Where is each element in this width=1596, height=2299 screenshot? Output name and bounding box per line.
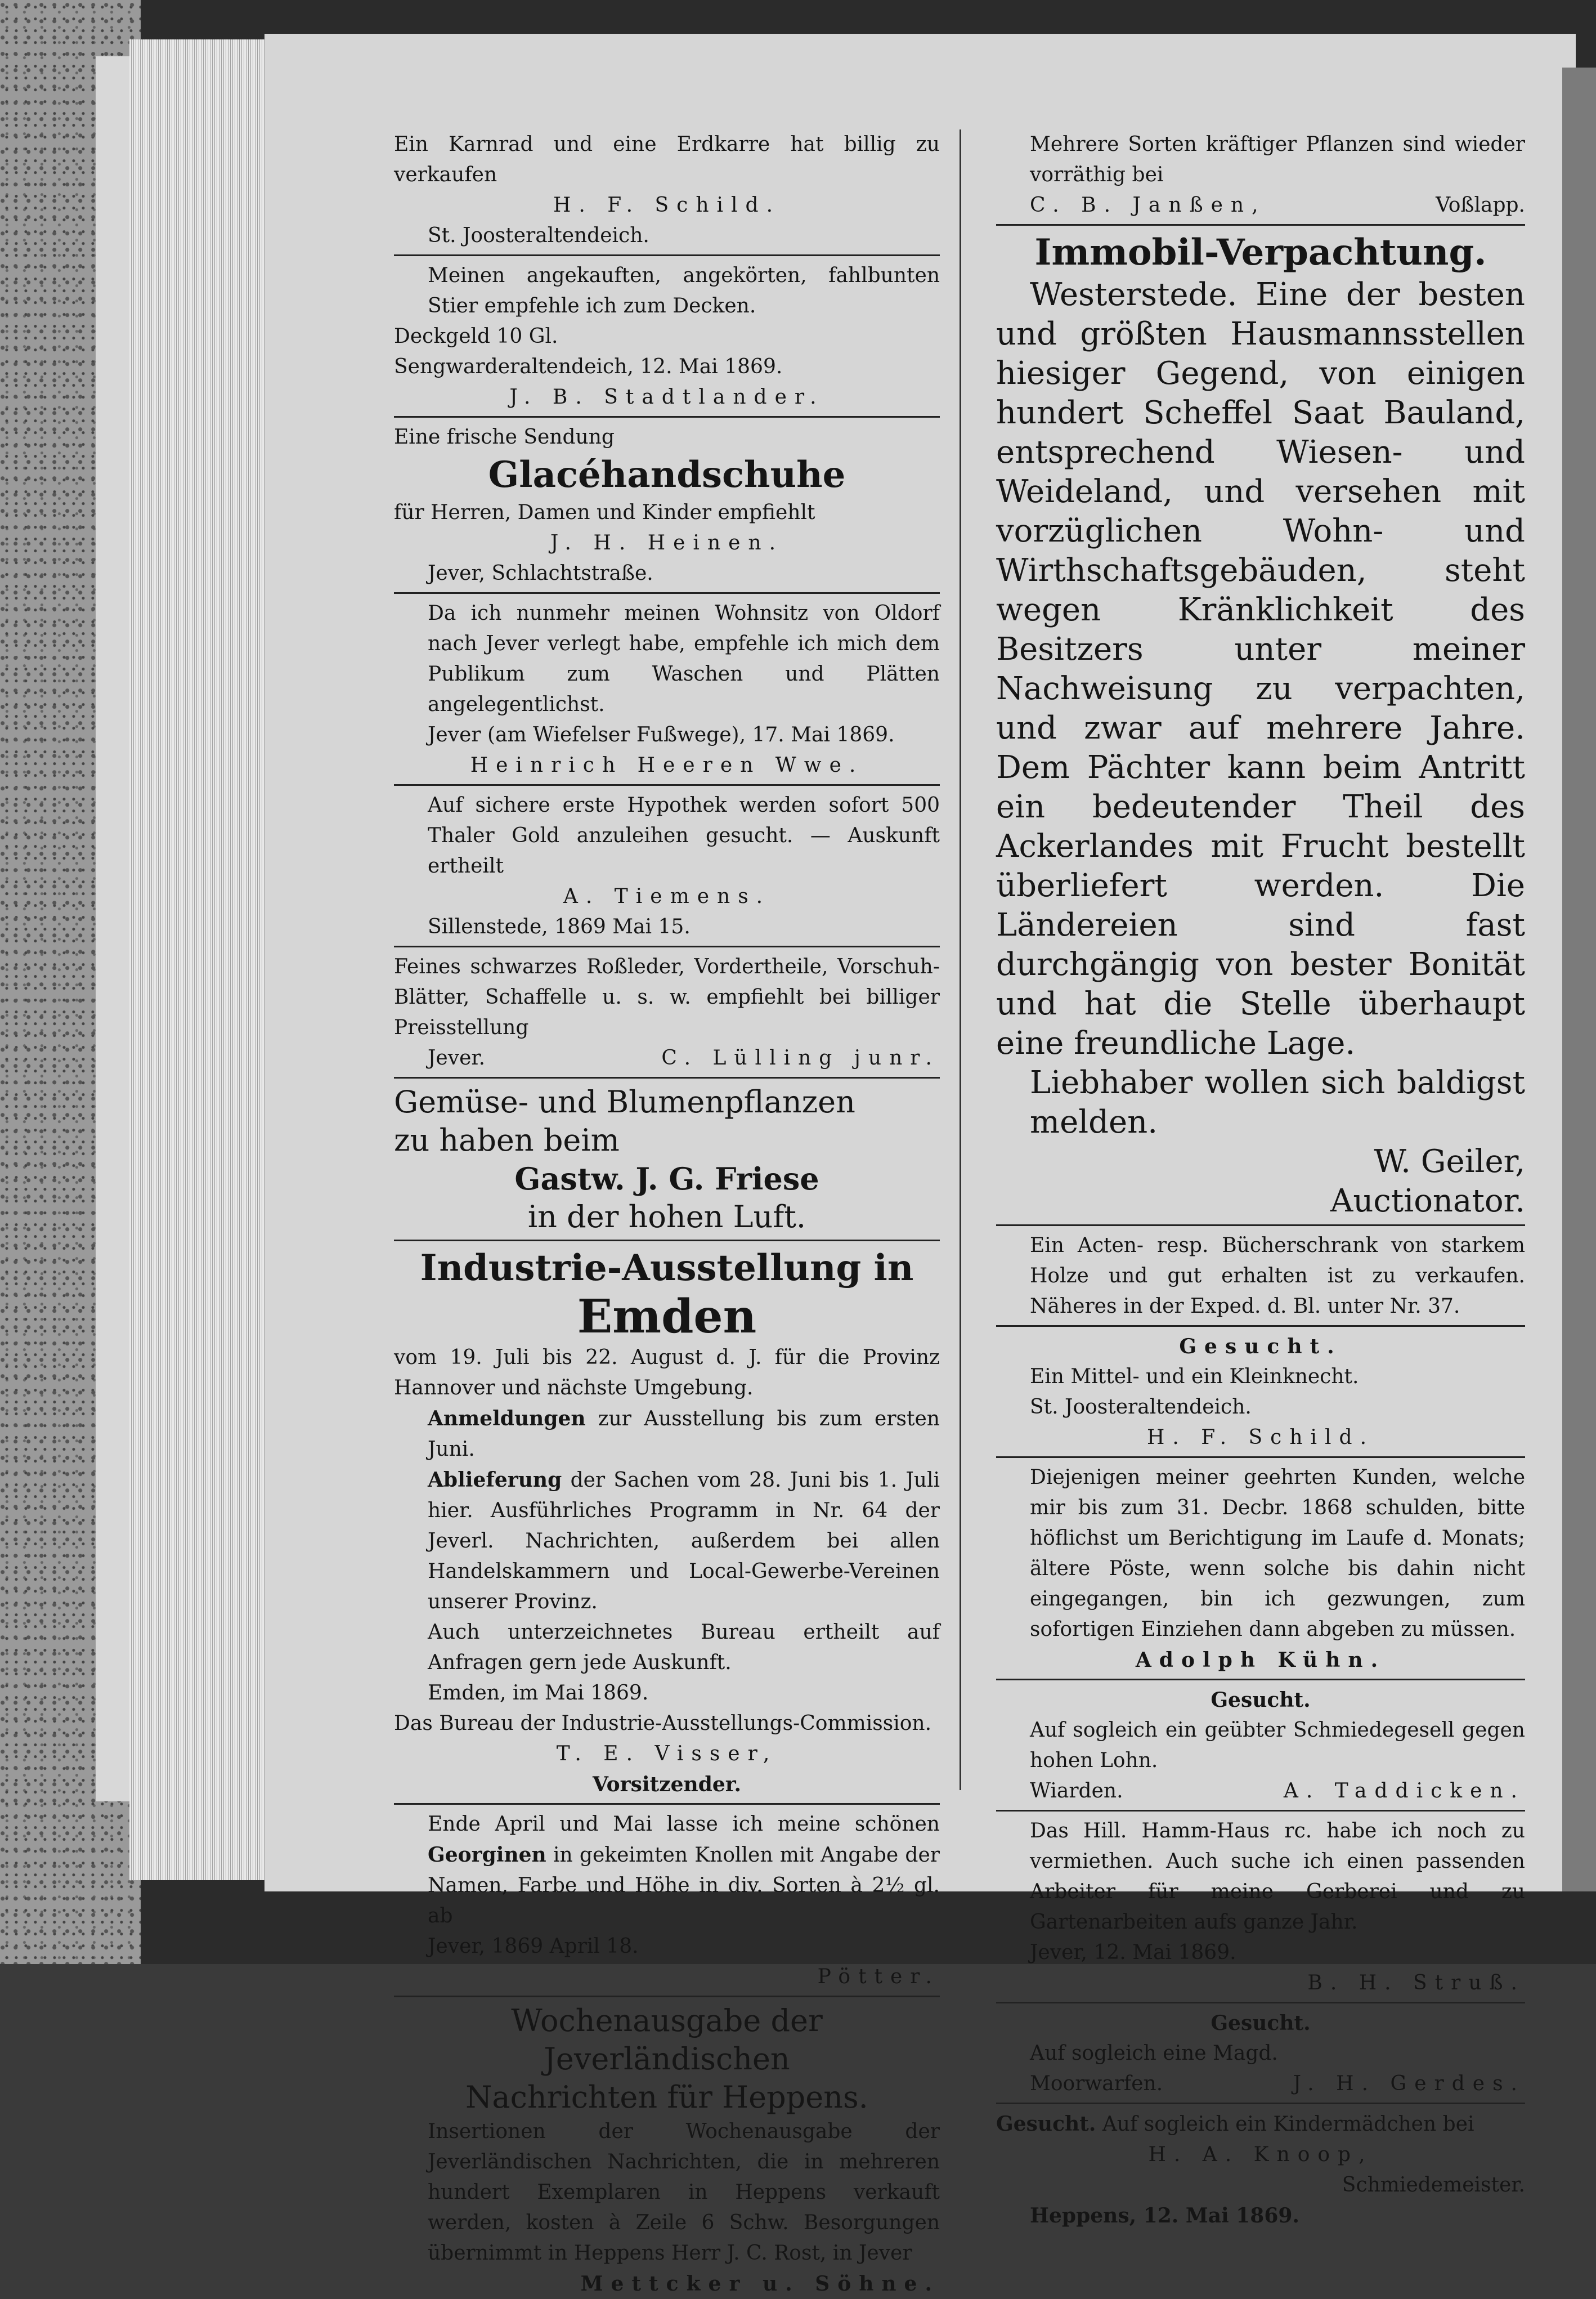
ad-lead: Westerstede. — [1030, 276, 1238, 313]
separator-rule — [394, 1803, 940, 1805]
ad-text: Diejenigen meiner geehrten Kunden, welche mir bis zum 31. Decbr. 1868 schulden, bitte höflichst um Berichtigung im Laufe d. Monats; ältere Pöste, wenn solche bis dahin nicht eingegangen, bin ich gezwungen, zum sofortigen Einziehen dann abgeben zu müssen. — [1030, 1466, 1525, 1641]
separator-rule — [394, 254, 940, 256]
ad-lead: Gesucht. — [996, 2112, 1096, 2136]
ad-place-date: Jever, 1869 April 18. — [428, 1935, 639, 1958]
ad-bureau: Das Bureau der Industrie-Ausstellungs-Commission. — [394, 1712, 932, 1735]
ad-text — [394, 1809, 940, 1931]
separator-rule — [996, 2103, 1525, 2104]
ad-footer — [996, 190, 1525, 221]
ad-signer: Adolph Kühn. — [1135, 1648, 1386, 1672]
ad-signer: C. Lülling junr. — [661, 1046, 940, 1070]
ad-text: Da ich nunmehr meinen Wohnsitz von Oldorf nach Jever verlegt habe, empfehle ich mich dem Publikum zum Waschen und Plätten angelegentlichst. — [428, 602, 940, 716]
ad-place: St. Joosteraltendeich. — [1030, 1395, 1252, 1419]
ad-para-2 — [394, 1465, 940, 1617]
para-lead: Ablieferung — [428, 1468, 562, 1492]
ad-place: Moorwarfen. — [1030, 2072, 1163, 2095]
ad-pflanzen-vorrath — [996, 129, 1525, 221]
ad-signer: J. B. Stadtlander. — [509, 386, 824, 409]
ad-para-1 — [394, 1403, 940, 1465]
ad-text: Insertionen der Wochenausgabe der Jeverländischen Nachrichten, die in mehreren hundert Exemplaren in Heppens verkauft werden, kosten à Zeile 6 Schw. Besorgungen übernimmt in Heppens Herr J. C. Rost, in Jever — [428, 2120, 940, 2265]
ad-text: Feines schwarzes Roßleder, Vordertheile, Vorschuh-Blätter, Schaffelle u. s. w. empfiehlt bei billiger Preisstellung — [394, 955, 940, 1039]
ad-handschuhe — [394, 422, 940, 589]
ad-waschen — [394, 598, 940, 781]
ad-text: für Herren, Damen und Kinder empfiehlt — [394, 501, 815, 524]
ad-signer: J. H. Gerdes. — [1293, 2072, 1525, 2095]
separator-rule — [394, 416, 940, 418]
separator-rule — [996, 1456, 1525, 1458]
ad-signer: C. B. Janßen, — [1030, 194, 1266, 217]
ad-signer: Mettcker u. Söhne. — [580, 2272, 940, 2296]
ad-place: Jever, Schlachtstraße. — [428, 562, 653, 585]
ad-text: Auf sogleich eine Magd. — [1030, 2042, 1278, 2065]
ad-text: Das Hill. Hamm-Haus rc. habe ich noch zu vermiethen. Auch suche ich einen passenden Arbeiter für meine Gerberei und zu Gartenarbeiten aufs ganze Jahr. — [1030, 1819, 1525, 1934]
ad-para-3: Auch unterzeichnetes Bureau ertheilt auf Anfragen gern jede Auskunft. — [428, 1621, 940, 1674]
ad-georginen — [394, 1809, 940, 1992]
ad-headline: Gesucht. — [1211, 1688, 1311, 1712]
ad-rossleder — [394, 952, 940, 1074]
ad-signer: A. Taddicken. — [1283, 1779, 1525, 1802]
separator-rule — [996, 1810, 1525, 1812]
page-stack-edges — [129, 39, 270, 1880]
ad-signer: Pötter. — [817, 1965, 940, 1988]
ad-gesucht-magd — [996, 2008, 1525, 2099]
ad-text — [996, 275, 1525, 1063]
ad-text: Ein Mittel- und ein Kleinknecht. — [1030, 1365, 1359, 1388]
separator-rule — [996, 1325, 1525, 1327]
facing-page-edge — [1562, 68, 1596, 1891]
ad-place: Jever. — [428, 1046, 486, 1070]
ad-hypothek — [394, 790, 940, 942]
separator-rule — [996, 224, 1525, 226]
ad-signer: Heinrich Heeren Wwe. — [470, 754, 864, 777]
separator-rule — [394, 946, 940, 947]
separator-rule — [394, 1077, 940, 1079]
ad-immobil-verpachtung — [996, 230, 1525, 1221]
para-text: der Sachen vom 28. Juni bis 1. Juli hier. Ausführliches Programm in Nr. 64 der Jeverl. Nachrichten, außerdem bei allen Handelskammern und Local-Gewerbe-Vereinen unserer Provinz. — [428, 1469, 940, 1613]
ad-signer: J. H. Heinen. — [550, 531, 784, 554]
ad-headline-1: Industrie-Ausstellung in — [420, 1247, 914, 1289]
ad-stier — [394, 261, 940, 413]
separator-rule — [394, 784, 940, 786]
ad-text: Auf sogleich ein geübter Schmiedegesell gegen hohen Lohn. — [1030, 1719, 1525, 1772]
ad-text: Auf sichere erste Hypothek werden sofort 500 Thaler Gold anzuleihen gesucht. — Auskunft ertheilt — [428, 794, 940, 878]
ad-place-date: Emden, im Mai 1869. — [428, 1681, 649, 1705]
right-column — [996, 129, 1525, 2231]
ad-wochenausgabe — [394, 2002, 940, 2299]
ad-signer: H. A. Knoop, — [1148, 2143, 1373, 2166]
ad-gesucht-knecht — [996, 1331, 1525, 1453]
ad-line2: zu haben beim — [394, 1122, 620, 1158]
separator-rule — [996, 1679, 1525, 1680]
ad-place-date: Heppens, 12. Mai 1869. — [1030, 2204, 1299, 2228]
ad-place: Wiarden. — [1030, 1779, 1123, 1802]
ad-place-date: Sengwarderaltendeich, 12. Mai 1869. — [394, 355, 783, 378]
ad-place: St. Joosteraltendeich. — [428, 224, 649, 247]
ad-role: Schmiedemeister. — [1342, 2173, 1525, 2197]
ad-headline: Gesucht. — [1211, 2011, 1311, 2035]
ad-headline-2: Nachrichten für Heppens. — [465, 2079, 868, 2115]
ad-gesucht-kindermaedchen — [996, 2109, 1525, 2231]
ad-signer: H. F. Schild. — [553, 194, 781, 217]
para-text: zur Ausstellung bis zum ersten Juni. — [428, 1407, 940, 1461]
ad-industrie-ausstellung — [394, 1246, 940, 1800]
ad-line1: Gemüse- und Blumenpflanzen — [394, 1084, 855, 1120]
ad-gesucht-schmiedegesell — [996, 1685, 1525, 1806]
separator-rule — [394, 592, 940, 594]
ad-signer: H. F. Schild. — [1146, 1426, 1375, 1449]
ad-headline-1: Wochenausgabe der Jeverländischen — [511, 2003, 823, 2077]
ad-headline-2: Emden — [577, 1290, 757, 1344]
ad-headline: Immobil-Verpachtung. — [1034, 231, 1487, 274]
ad-headline: Gesucht. — [1179, 1335, 1342, 1358]
ad-karnrad — [394, 129, 940, 251]
ad-signer: T. E. Visser, — [556, 1742, 778, 1765]
ad-text — [996, 2109, 1525, 2140]
left-column — [394, 129, 940, 2299]
ad-footer — [996, 1776, 1525, 1806]
ad-text: Ein Acten- resp. Bücherschrank von starkem Holze und gut erhalten ist zu verkaufen. Näheres in der Exped. d. Bl. unter Nr. 37. — [1030, 1234, 1525, 1318]
ad-place-date: Sillenstede, 1869 Mai 15. — [428, 915, 691, 938]
ad-line3: in der hohen Luft. — [527, 1199, 806, 1235]
ad-kunden — [996, 1462, 1525, 1675]
ad-place-date: Jever, 12. Mai 1869. — [1030, 1941, 1236, 1964]
ad-text: Ein Karnrad und eine Erdkarre hat billig zu verkaufen — [394, 133, 940, 186]
ad-place-date: Jever (am Wiefelser Fußwege), 17. Mai 1869. — [428, 723, 895, 746]
separator-rule — [394, 1240, 940, 1241]
ad-headline: Glacéhandschuhe — [488, 454, 846, 496]
ad-text: Mehrere Sorten kräftiger Pflanzen sind wieder vorräthig bei — [1030, 133, 1525, 186]
ad-body: Auf sogleich ein Kindermädchen bei — [1102, 2113, 1474, 2136]
ad-pflanzen — [394, 1083, 940, 1236]
para-lead: Anmeldungen — [428, 1407, 586, 1430]
ad-closing: Liebhaber wollen sich baldigst melden. — [1030, 1064, 1525, 1140]
ad-buecherschrank — [996, 1231, 1525, 1322]
ad-signer: W. Geiler, — [1374, 1143, 1525, 1180]
ad-role: Auctionator. — [1330, 1183, 1525, 1219]
ad-hamm-haus — [996, 1816, 1525, 1998]
separator-rule — [996, 2002, 1525, 2003]
separator-rule — [394, 1996, 940, 1997]
ad-text: Meinen angekauften, angekörten, fahlbunten Stier empfehle ich zum Decken. — [428, 264, 940, 317]
ad-place: Voßlapp. — [1436, 194, 1525, 217]
ad-signer: A. Tiemens. — [563, 885, 771, 908]
ad-role: Vorsitzender. — [593, 1773, 741, 1796]
ad-text: vom 19. Juli bis 22. August d. J. für die Provinz Hannover und nächste Umgebung. — [394, 1346, 940, 1399]
separator-rule — [996, 1224, 1525, 1226]
ad-intro: Eine frische Sendung — [394, 426, 615, 449]
ad-footer — [394, 1043, 940, 1074]
ad-footer — [996, 2069, 1525, 2099]
ad-signer: B. H. Struß. — [1307, 1971, 1525, 1994]
ad-body: Eine der besten und größten Hausmannsstellen hiesiger Gegend, von einigen hundert Scheffel Saat Bauland, entsprechend Wiesen- und Weideland, und versehen mit vorzüglichen Wohn- und Wirthschaftsgebäuden, steht wegen Kränklichkeit des Besitzers unter meiner Nachweisung zu verpachten, und zwar auf mehrere Jahre. Dem Pächter kann beim Antritt ein bedeutender Theil des Ackerlandes mit Frucht bestellt überliefert werden. Die Ländereien sind fast durchgängig von bester Bonität und hat die Stelle überhaupt eine freundliche Lage. — [996, 276, 1525, 1062]
ad-text-a: Ende April und Mai lasse ich meine schönen — [428, 1813, 940, 1836]
column-divider — [960, 129, 961, 1790]
ad-signer: Gastw. J. G. Friese — [514, 1161, 819, 1197]
ad-text-b: in gekeimten Knollen mit Angabe der Namen, Farbe und Höhe in div. Sorten à 2½ gl. ab — [428, 1844, 940, 1927]
ad-fee: Deckgeld 10 Gl. — [394, 325, 558, 348]
ad-lead: Georginen — [428, 1843, 546, 1867]
